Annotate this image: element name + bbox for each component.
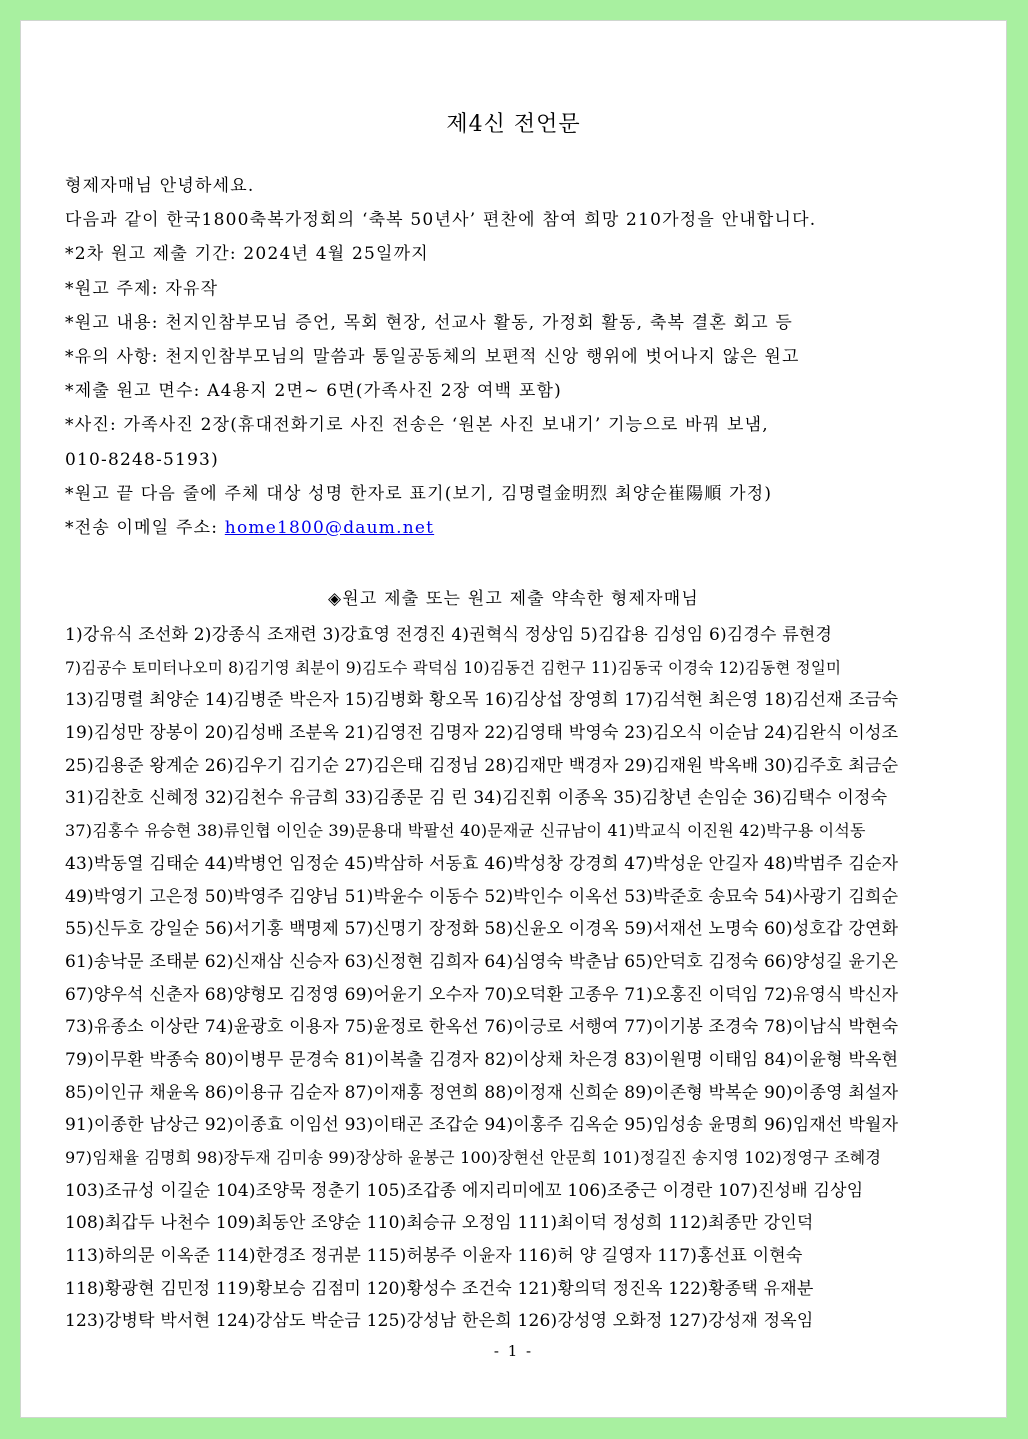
name-row: 31)김찬호 신혜정 32)김천수 유금희 33)김종문 김 린 34)김진휘 이종옥 35)김창년 손임순 36)김택수 이정숙 xyxy=(65,788,888,809)
name-row: 97)임채율 김명희 98)장두재 김미송 99)장상하 윤봉근 100)장현선 안문희 101)정길진 송지영 102)정영구 조혜경 xyxy=(65,1148,882,1167)
name-row: 113)하의문 이옥준 114)한경조 정귀분 115)허봉주 이윤자 116)허 양 길영자 117)홍선표 이현숙 xyxy=(65,1246,803,1267)
email-line xyxy=(65,511,965,545)
deadline-line: *2차 원고 제출 기간: 2024년 4월 25일까지 xyxy=(65,244,429,265)
name-row: 49)박영기 고은정 50)박영주 김양님 51)박윤수 이동수 52)박인수 이옥선 53)박준호 송묘숙 54)사광기 김희순 xyxy=(65,886,899,907)
greeting-line: 형제자매님 안녕하세요. xyxy=(65,176,255,196)
name-row: 103)조규성 이길순 104)조양묵 정춘기 105)조갑종 에지리미에꼬 106)조중근 이경란 107)진성배 김상임 xyxy=(65,1180,864,1201)
page-number: - 1 - xyxy=(493,1342,534,1360)
name-list xyxy=(65,619,970,1338)
phone-line: 010-8248-5193) xyxy=(65,449,219,470)
name-row: 108)최갑두 나천수 109)최동안 조양순 110)최승규 오정임 111)최이덕 정성희 112)최종만 강인덕 xyxy=(65,1213,814,1234)
page-count-line: *제출 원고 면수: A4용지 2면~ 6면(가족사진 2장 여백 포함) xyxy=(65,381,562,402)
name-row: 13)김명렬 최양순 14)김병준 박은자 15)김병화 황오목 16)김상섭 장영희 17)김석현 최은영 18)김선재 조금숙 xyxy=(65,690,899,711)
hanja-line: *원고 끝 다음 줄에 주체 대상 성명 한자로 표기(보기, 김명렬金明烈 최양순崔陽順 가정) xyxy=(65,483,773,504)
name-row: 118)황광현 김민정 119)황보승 김점미 120)황성수 조건숙 121)황의덕 정진옥 122)황종택 유재분 xyxy=(65,1278,814,1299)
document-page xyxy=(20,20,1007,1418)
topic-line: *원고 주제: 자유작 xyxy=(65,278,219,299)
name-row: 25)김용준 왕계순 26)김우기 김기순 27)김은태 김정님 28)김재만 백경자 29)김재원 박옥배 30)김주호 최금순 xyxy=(65,755,899,776)
name-row: 61)송낙문 조태분 62)신재삼 신승자 63)신정현 김희자 64)심영숙 박춘남 65)안덕호 김정숙 66)양성길 윤기온 xyxy=(65,951,899,972)
name-row: 37)김홍수 유승현 38)류인협 이인순 39)문용대 박팔선 40)문재균 신규남이 41)박교식 이진원 42)박구용 이석동 xyxy=(65,821,866,841)
name-row: 43)박동열 김태순 44)박병언 임정순 45)박삼하 서동효 46)박성창 강경희 47)박성운 안길자 48)박범주 김순자 xyxy=(65,853,899,874)
section-heading: ◈원고 제출 또는 원고 제출 약속한 형제자매님 xyxy=(327,589,700,609)
name-row: 123)강병탁 박서현 124)강삼도 박순금 125)강성남 한은희 126)강성영 오화정 127)강성재 정옥임 xyxy=(65,1311,814,1332)
name-row: 85)이인규 채윤옥 86)이용규 김순자 87)이재홍 정연희 88)이정재 신희순 89)이존형 박복순 90)이종영 최설자 xyxy=(65,1082,899,1103)
name-row: 73)유종소 이상란 74)윤광호 이용자 75)윤정로 한옥선 76)이긍로 서행여 77)이기봉 조경숙 78)이남식 박현숙 xyxy=(65,1017,899,1038)
name-row: 55)신두호 강일순 56)서기홍 백명제 57)신명기 장정화 58)신윤오 이경옥 59)서재선 노명숙 60)성호갑 강연화 xyxy=(65,919,899,940)
content-line: *원고 내용: 천지인참부모님 증언, 목회 현장, 선교사 활동, 가정회 활동, 축복 결혼 회고 등 xyxy=(65,312,794,333)
photo-line: *사진: 가족사진 2장(휴대전화기로 사진 전송은 ‘원본 사진 보내기’ 기능으로 바꿔 보냄, xyxy=(65,415,769,436)
name-row: 19)김성만 장봉이 20)김성배 조분옥 21)김영전 김명자 22)김영태 박영숙 23)김오식 이순남 24)김완식 이성조 xyxy=(65,723,899,744)
email-link[interactable]: home1800@daum.net xyxy=(224,517,435,538)
name-row: 67)양우석 신춘자 68)양형모 김정영 69)어윤기 오수자 70)오덕환 고종우 71)오홍진 이덕임 72)유영식 박신자 xyxy=(65,984,899,1005)
announcement-line: 다음과 같이 한국1800축복가정회의 ‘축복 50년사’ 편찬에 참여 희망 210가정을 안내합니다. xyxy=(65,210,817,231)
name-row: 7)김공수 토미터나오미 8)김기영 최분이 9)김도수 곽덕심 10)김동건 김헌구 11)김동국 이경숙 12)김동현 정일미 xyxy=(65,658,842,677)
name-row: 1)강유식 조선화 2)강종식 조재련 3)강효영 전경진 4)권혁식 정상임 5)김갑용 김성임 6)김경수 류현경 xyxy=(65,625,833,645)
email-label: *전송 이메일 주소: xyxy=(65,517,225,538)
document-title: 제4신 전언문 xyxy=(446,112,581,137)
name-row: 79)이무환 박종숙 80)이병무 문경숙 81)이복출 김경자 82)이상채 차은경 83)이원명 이태임 84)이윤형 박옥현 xyxy=(65,1049,899,1070)
name-row: 91)이종한 남상근 92)이종효 이임선 93)이태곤 조갑순 94)이홍주 김옥순 95)임성송 윤명희 96)임재선 박월자 xyxy=(65,1115,899,1136)
intro-section xyxy=(65,169,965,545)
caution-line: *유의 사항: 천지인참부모님의 말씀과 통일공동체의 보편적 신앙 행위에 벗어나지 않은 원고 xyxy=(65,346,800,367)
